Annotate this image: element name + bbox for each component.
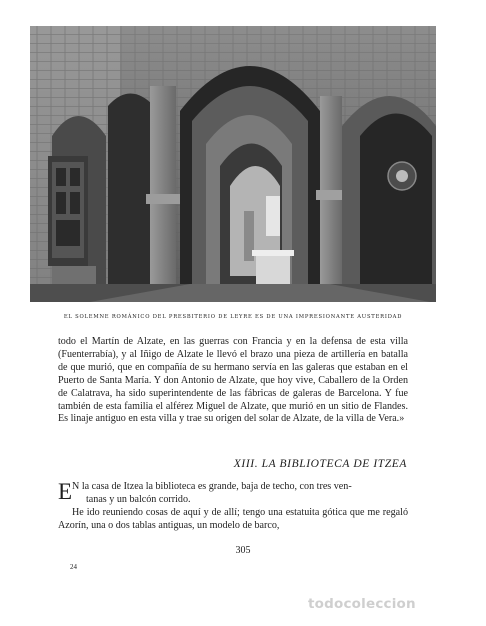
- library-continuation: He ido reuniendo cosas de aquí y de allí; tengo una estatuita gótica que me regaló Azorín, una o dos tablas antiguas, un modelo de barco,: [58, 506, 408, 531]
- body-paragraph-text: todo el Martín de Alzate, en las guerras con Francia y en la defensa de esta villa (Fuenterrabía), y al Iñigo de Alzate le llevó el brazo una pieza de artillería en batalla de que murió, que en compañía de su hermano servía en las galeras que estaban en el Puerto de Santa María. Y don Antonio de Alzate, que hoy vive, Caballero de la Orden de Calatrava, ha sido superintendente de las fábricas de galeras de Barcelona. Y fue también de esta familia el alférez Miguel de Alzate, que murió en un sitio de Flandes. Es linaje antiguo en esta villa y trae su origen del solar de Alzate, de la villa de Vera.»: [58, 336, 408, 425]
- library-paragraph: [58, 481, 408, 533]
- drop-cap: E: [58, 479, 73, 504]
- photo-caption: EL SOLEMNE ROMÁNICO DEL PRESBITERIO DE LEYRE ES DE UNA IMPRESIONANTE AUSTERIDAD: [63, 314, 403, 320]
- section-heading: XIII. LA BIBLIOTECA DE ITZEA: [233, 458, 407, 470]
- church-interior-illustration: [30, 26, 436, 302]
- body-paragraph: [58, 336, 408, 426]
- page-number: 305: [235, 545, 251, 556]
- library-second-line: tanas y un balcón corrido.: [86, 493, 191, 505]
- library-paragraph-opening: [58, 481, 408, 507]
- signature-mark: 24: [70, 563, 77, 571]
- church-interior-photo: [30, 26, 436, 302]
- watermark-text: todocoleccion: [308, 596, 416, 612]
- watermark: [308, 596, 478, 612]
- library-first-line: N la casa de Itzea la biblioteca es grande, baja de techo, con tres ven-: [72, 481, 352, 492]
